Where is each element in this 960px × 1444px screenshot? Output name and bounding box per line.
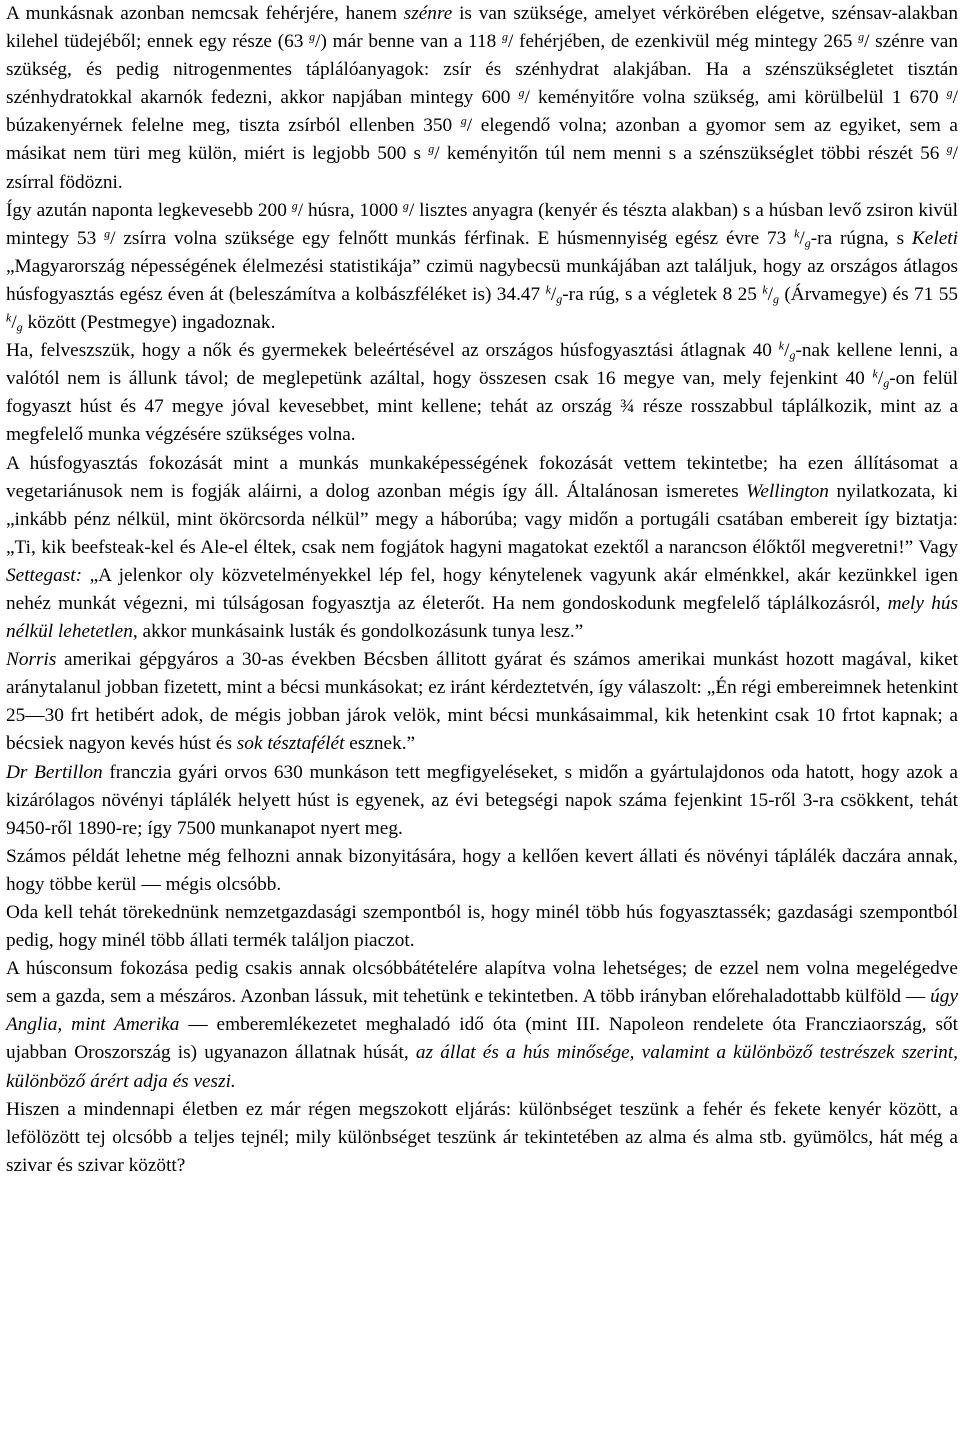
text-run: Számos példát lehetne még felhozni annak bizonyitására, hogy a kellően kevert állati és növényi táplálék daczára annak, hogy többe kerül — mégis olcsóbb. bbox=[6, 845, 958, 895]
text-run: / elegendő volna; azonban a gyomor sem az egyiket, sem a másikat nem türi meg külön, miért is legjobb 500 s bbox=[6, 115, 958, 165]
unit-superscript: g bbox=[104, 226, 111, 241]
text-run: „A jelenkor oly közvetelményekkel lép fel, hogy kénytelenek vagyunk akár elménkkel, akár kezünkkel igen nehéz munkát végezni, mi túlságosan fogyasztja az életerőt. Ha nem gondoskodunk megfelelő táplálkozásról, bbox=[6, 564, 958, 614]
paragraph bbox=[6, 759, 958, 843]
text-run: akkor munkásaink lusták és gondolkozásunk tunya lesz.” bbox=[137, 621, 584, 643]
text-run: Ha, felveszszük, hogy a nők és gyermekek beleértésével az országos húsfogyasztási átlagnak 40 bbox=[6, 340, 779, 362]
text-run: / búzakenyérnek felelne meg, tiszta zsírból ellenben 350 bbox=[6, 87, 958, 137]
unit-superscript: k bbox=[762, 282, 768, 297]
italic-text: Dr Bertillon bbox=[6, 761, 103, 783]
unit-subscript: g bbox=[883, 376, 890, 391]
text-run: / szénre van szükség, és pedig nitrogenmentes táplálóanyagok: zsír és szénhydrat alakjában. Ha a szénszükségletet tisztán szénhydratokkal akarnók fedezni, akkor napjában mintegy 600 bbox=[6, 31, 958, 109]
italic-text: Norris bbox=[6, 649, 57, 671]
paragraph bbox=[6, 843, 958, 899]
paragraph bbox=[6, 0, 958, 197]
unit-superscript: k bbox=[778, 338, 785, 353]
text-run: / bbox=[877, 368, 884, 390]
unit-superscript: g bbox=[946, 85, 953, 100]
text-run: / bbox=[550, 283, 557, 305]
text-run: (Árvamegye) és 71 55 bbox=[778, 283, 958, 305]
text-run: / keményitőn túl nem menni s a szénszükséglet többi részét 56 bbox=[434, 143, 947, 165]
text-run: / bbox=[11, 312, 17, 334]
text-run: A munkásnak azonban nemcsak fehérjére, hanem bbox=[6, 3, 404, 24]
text-run: /) már benne van a 118 bbox=[315, 31, 502, 53]
unit-superscript: k bbox=[545, 282, 551, 297]
text-run: Így azután naponta legkevesebb 200 bbox=[6, 199, 292, 221]
italic-text: sok tésztafélét bbox=[236, 733, 345, 755]
italic-text: Settegast: bbox=[6, 564, 83, 586]
text-run: — emberemlékezetet meghaladó idő óta (mint III. Napoleon rendelete óta Francziaország, sőt ujabban Oroszország is) ugyanazon állatnak húsát, bbox=[6, 1014, 958, 1064]
text-run: is van szüksége, amelyet vérkörében elégetve, szénsav-alakban kilehel tüdejéből; ennek egy része (63 bbox=[6, 3, 958, 53]
italic-text: úgy Anglia, mint Amerika bbox=[6, 986, 958, 1036]
unit-subscript: g bbox=[789, 348, 796, 363]
paragraph bbox=[6, 337, 958, 449]
text-run: / húsra, 1000 bbox=[297, 199, 403, 221]
unit-superscript: g bbox=[946, 141, 953, 156]
unit-superscript: g bbox=[518, 85, 525, 100]
text-run: nyilatkozata, ki „inkább pénz nélkül, mint ökörcsorda nélkül” megy a háborúba; vagy midőn a portugáli csatában embereit így biztatja: „Ti, kik beefsteak-kel és Ale-el éltek, csak nem fogjátok hagyni magatokat ezektől a narancson élőktől megveretni!” Vagy bbox=[6, 480, 958, 558]
paragraph bbox=[6, 646, 958, 758]
text-run: Hiszen a mindennapi életben ez már régen megszokott eljárás: különbséget teszünk a fehér és fekete kenyér között, a lefölözött tej olcsóbb a teljes tejnél; mily különbséget teszünk ár tekintetében az alma és alma stb. gyümölcs, hát még a szivar és szivar között? bbox=[6, 1098, 958, 1176]
unit-superscript: g bbox=[291, 198, 298, 213]
text-run: között (Pestmegye) ingadoznak. bbox=[22, 312, 276, 334]
unit-superscript: g bbox=[501, 29, 508, 44]
text-run: / bbox=[799, 227, 805, 249]
italic-text: Wellington bbox=[746, 480, 829, 502]
paragraph bbox=[6, 955, 958, 1095]
italic-text: mely hús nélkül lehetetlen, bbox=[6, 592, 958, 643]
text-run: / lisztes anyagra (kenyér és tészta alakban) s a húsban levő zsiron kivül mintegy 53 bbox=[6, 199, 958, 249]
paragraph bbox=[6, 1096, 958, 1180]
text-run: A húsfogyasztás fokozását mint a munkás munkaképességének fokozását vettem tekintetbe; ha ezen állításomat a vegetariánusok nem is fogják aláirni, a dolog azonban mégis így áll. Általánosan ismeretes bbox=[6, 452, 958, 502]
text-run: Oda kell tehát törekednünk nemzetgazdasági szempontból is, hogy minél több hús fogyasztassék; gazdasági szempontból pedig, hogy minél több állati termék találjon piaczot. bbox=[6, 902, 958, 952]
text-run: -nak kellene lenni, a valótól nem is állunk távol; de meglepetünk azáltal, hogy összesen csak 16 megye van, mely fejenkint 40 bbox=[6, 340, 958, 390]
unit-superscript: g bbox=[402, 198, 409, 213]
unit-superscript: k bbox=[6, 310, 12, 325]
text-run: „Magyarország népességének élelmezési statistikája” czimü nagybecsü munkájában azt találjuk, hogy az országos átlagos húsfogyasztás egész éven át (beleszámítva a kolbászféléket is) 34.47 bbox=[6, 255, 958, 305]
text-run: / zsírra volna szüksége egy felnőtt munkás férfinak. E húsmennyiség egész évre 73 bbox=[110, 227, 795, 249]
text-run: franczia gyári orvos 630 munkáson tett megfigyeléseket, s midőn a gyártulajdonos oda hatott, hogy azok a kizárólagos növényi táplálék helyett húst is egyenek, az évi betegségi napok száma fejenkint 15-ről 3-ra csökkent, tehát 9450-ről 1890-re; így 7500 munkanapot nyert meg. bbox=[6, 761, 958, 839]
italic-text: Keleti bbox=[911, 227, 958, 249]
paragraph bbox=[6, 197, 958, 337]
text-run: / bbox=[767, 283, 773, 305]
italic-text: az állat és a hús minősége, valamint a különböző testrészek szerint, különböző árért adja és veszi. bbox=[6, 1042, 958, 1092]
unit-subscript: g bbox=[804, 235, 811, 250]
text-run: esznek.” bbox=[344, 733, 416, 755]
text-run: -on felül fogyaszt húst és 47 megye jóval kevesebbet, mint kellene; tehát az ország ¾ része rosszabbul táplálkozik, mint az a megfelelő munka végzésére szükséges volna. bbox=[6, 368, 958, 446]
text-run: / keményitőre volna szükség, ami körülbelül 1 670 bbox=[524, 87, 947, 109]
unit-superscript: g bbox=[460, 113, 467, 128]
paragraph bbox=[6, 450, 958, 647]
italic-text: szénre bbox=[403, 3, 453, 24]
unit-superscript: g bbox=[428, 141, 435, 156]
unit-subscript: g bbox=[772, 291, 779, 306]
text-run: / bbox=[784, 340, 790, 362]
unit-superscript: g bbox=[858, 29, 865, 44]
unit-superscript: k bbox=[872, 366, 878, 381]
unit-superscript: k bbox=[794, 226, 800, 241]
text-run: / zsírral födözni. bbox=[6, 143, 958, 193]
text-run: A húsconsum fokozása pedig csakis annak olcsóbbátételére alapítva volna lehetséges; de ezzel nem volna megelégedve sem a gazda, sem a mészáros. Azonban lássuk, mit tehetünk e tekintetben. A több irányban előrehaladottabb külföld — bbox=[6, 958, 958, 1008]
unit-superscript: g bbox=[309, 29, 316, 44]
unit-subscript: g bbox=[556, 291, 563, 306]
unit-subscript: g bbox=[16, 320, 23, 335]
text-run: / fehérjében, de ezenkivül még mintegy 265 bbox=[507, 31, 859, 53]
text-run: amerikai gépgyáros a 30-as években Bécsben állitott gyárat és számos amerikai munkást hozott magával, kiket aránytalanul jobban fizetett, mint a bécsi munkásokat; ez iránt kérdeztetvén, így válaszolt: „Én régi embereimnek hetenkint 25—30 frt hetibért adok, de mégis jobban járok velök, mint bécsi munkásaimmal, kik hetenkint csak 10 frtot kapnak; a bécsiek nagyon kevés húst és bbox=[6, 649, 958, 755]
document-page bbox=[6, 0, 958, 1180]
text-run: -ra rúgna, s bbox=[810, 227, 912, 249]
text-run: -ra rúg, s a végletek 8 25 bbox=[562, 283, 763, 305]
paragraph bbox=[6, 899, 958, 955]
